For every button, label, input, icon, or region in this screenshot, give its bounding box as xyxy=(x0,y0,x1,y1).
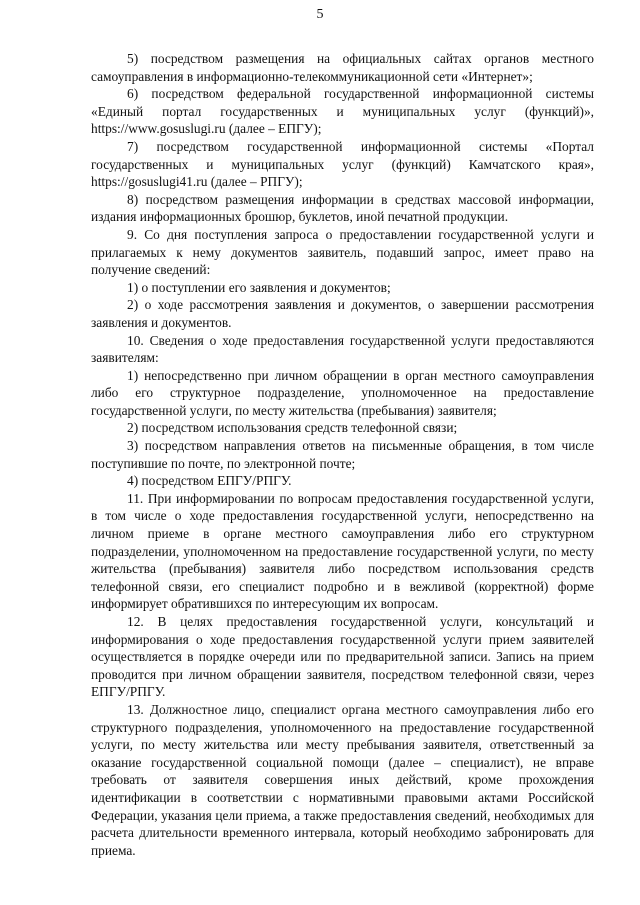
paragraph-section-9-item-2: 2) о ходе рассмотрения заявления и документов, о завершении рассмотрения заявления и документов. xyxy=(91,297,594,330)
paragraph-item-8: 8) посредством размещения информации в средствах массовой информации, издания информационных брошюр, буклетов, иной печатной продукции. xyxy=(91,191,594,225)
paragraph-section-11: 11. При информировании по вопросам предоставления государственной услуги, в том числе о ходе предоставления государственной услуги, непосредственно на личном приеме в органе местного самоуправления либо его структурном подразделении, уполномоченном на предоставление государственной услуги, по месту жительства (пребывания) заявителя либо посредством использования средств телефонной связи, его специалист подробно и в вежливой (корректной) форме информирует обратившихся по интересующим их вопросам. xyxy=(91,490,594,612)
page-number: 5 xyxy=(316,7,324,22)
paragraph-section-10-item-1: 1) непосредственно при личном обращении в орган местного самоуправления либо его структурное подразделение, уполномоченное на предоставление государственной услуги, по месту жительства (пребывания) заявителя; xyxy=(91,367,594,418)
document-body xyxy=(91,50,594,859)
paragraph-section-10-item-2: 2) посредством использования средств телефонной связи; xyxy=(127,420,458,436)
paragraph-section-13: 13. Должностное лицо, специалист органа местного самоуправления либо его структурного подразделения, уполномоченного на предоставление государственной услуги, по месту жительства или месту пребывания заявителя, ответственный за оказание государственной социальной помощи (далее – специалист), не вправе требовать от заявителя совершения иных действий, кроме прохождения идентификации в соответствии с нормативными правовыми актами Российской Федерации, указания цели приема, а также предоставления сведений, необходимых для расчета длительности временного интервала, который необходимо забронировать для приема. xyxy=(91,701,594,858)
paragraph-item-6: 6) посредством федеральной государственной информационной системы «Единый портал государственных и муниципальных услуг (функций)», https://www.gosuslugi.ru (далее – ЕПГУ); xyxy=(91,86,594,137)
paragraph-item-7: 7) посредством государственной информационной системы «Портал государственных и муниципальных услуг (функций) Камчатского края», https://gosuslugi41.ru (далее – РПГУ); xyxy=(91,138,594,190)
paragraph-item-5: 5) посредством размещения на официальных сайтах органов местного самоуправления в информационно-телекоммуникационной сети «Интернет»; xyxy=(91,51,594,84)
paragraph-section-9: 9. Со дня поступления запроса о предоставлении государственной услуги и прилагаемых к нему документов заявитель, подавший запрос, имеет право на получение сведений: xyxy=(91,226,594,278)
paragraph-section-9-item-1: 1) о поступлении его заявления и документов; xyxy=(127,279,391,295)
paragraph-section-12: 12. В целях предоставления государственной услуги, консультаций и информирования о ходе предоставления государственной услуги прием заявителей осуществляется в порядке очереди или по предварительной записи. Запись на прием проводится при личном обращении заявителя, посредством телефонной связи, через ЕПГУ/РПГУ. xyxy=(91,614,594,700)
paragraph-section-10-item-3: 3) посредством направления ответов на письменные обращения, в том числе поступившие по почте, по электронной почте; xyxy=(91,438,594,471)
paragraph-section-10: 10. Сведения о ходе предоставления государственной услуги предоставляются заявителям: xyxy=(91,332,594,366)
paragraph-section-10-item-4: 4) посредством ЕПГУ/РПГУ. xyxy=(127,473,292,489)
